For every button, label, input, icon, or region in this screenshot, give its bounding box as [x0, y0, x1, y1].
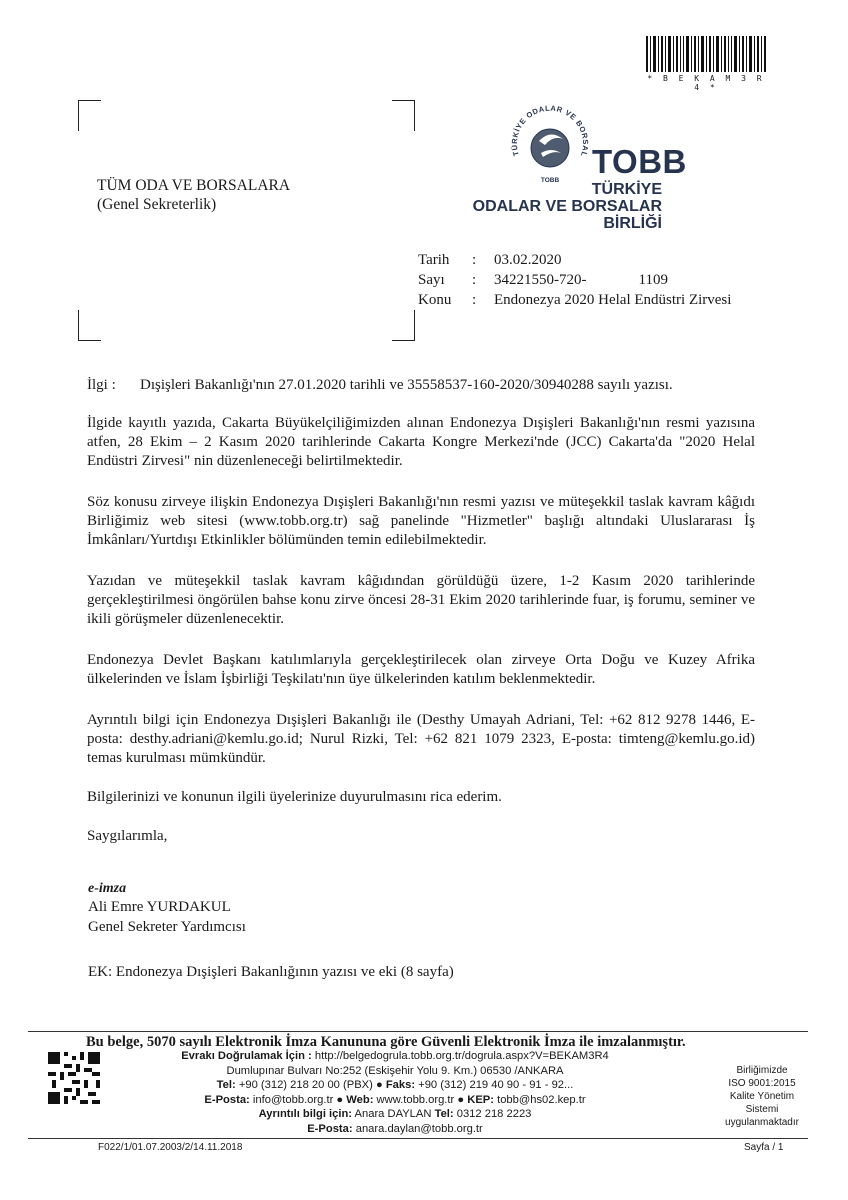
subject-value: Endonezya 2020 Helal Endüstri Zirvesi: [494, 292, 732, 308]
verify-url[interactable]: http://belgedogrula.tobb.org.tr/dogrula.aspx?V=BEKAM3R4: [314, 1050, 609, 1062]
reference-text: Dışişleri Bakanlığı'nın 27.01.2020 tarihli ve 35558537-160-2020/30940288 sayılı yazısı.: [140, 377, 673, 393]
recipient-name: TÜM ODA VE BORSALARA: [97, 177, 291, 194]
meta-row-number: [418, 270, 731, 290]
verification-qr-code: [48, 1052, 100, 1104]
footer-divider-top: [28, 1031, 808, 1032]
number-value: 34221550-720-: [494, 272, 587, 288]
address-corner-top-right: [392, 100, 415, 131]
footer-phone-line: [120, 1078, 670, 1093]
number-separator: :: [472, 272, 477, 288]
address-corner-bottom-left: [78, 310, 101, 341]
meta-row-date: [418, 250, 731, 270]
footer-contact-email-line: [120, 1122, 670, 1137]
e-signature-mark: e-imza: [88, 881, 127, 896]
email-value[interactable]: info@tobb.org.tr: [252, 1093, 334, 1106]
bullet-separator: ●: [375, 1079, 383, 1091]
closing: Saygılarımla,: [87, 828, 168, 844]
tel-value: +90 (312) 218 20 00 (PBX): [238, 1079, 373, 1091]
paragraph-1: İlgide kayıtlı yazıda, Cakarta Büyükelçiliğimizden alınan Endonezya Dışişleri Bakanlığı'nın resmi yazısına atfen, 28 Ekim – 2 Kasım 2020 tarihlerinde Cakarta Kongre Merkezi'nde (JCC) Cakarta'da "2020 Helal Endüstri Zirvesi" nin düzenleneceği belirtilmektedir.: [87, 415, 755, 469]
contact-email[interactable]: anara.daylan@tobb.org.tr: [355, 1122, 483, 1135]
reference-block: [87, 376, 755, 395]
meta-row-subject: [418, 290, 731, 310]
paragraph-2: Söz konusu zirveye ilişkin Endonezya Dışişleri Bakanlığı'nın resmi yazısı ve müteşekkil taslak kavram kâğıdı Birliğimiz web sitesi (www.tobb.org.tr) sağ panelinde "Hizmetler" başlığı altındaki Uluslararası İş İmkânları/Yurtdışı Etkinlikler bölümünden temin edilebilmektedir.: [87, 494, 755, 548]
kep-value[interactable]: tobb@hs02.kep.tr: [497, 1093, 586, 1106]
footer-verify-line: [120, 1049, 670, 1064]
web-value[interactable]: www.tobb.org.tr: [376, 1093, 455, 1106]
footer-address: Dumlupınar Bulvarı No:252 (Eskişehir Yolu 9. Km.) 06530 /ANKARA: [226, 1064, 564, 1077]
signatory-name: Ali Emre YURDAKUL: [88, 899, 231, 915]
barcode-bars: [646, 36, 766, 72]
attachment-note: EK: Endonezya Dışişleri Bakanlığının yazısı ve eki (8 sayfa): [88, 964, 454, 980]
form-code: F022/1/01.07.2003/2/14.11.2018: [98, 1142, 243, 1153]
address-corner-top-left: [78, 100, 101, 131]
contact-tel: 0312 218 2223: [456, 1108, 532, 1120]
number-suffix: 1109: [638, 272, 668, 288]
logo-line-1: TÜRKİYE: [591, 181, 662, 198]
seal-ring-text: TÜRKİYE ODALAR VE BORSAL: [509, 103, 591, 159]
letter-body: [87, 376, 755, 867]
subject-separator: :: [472, 292, 477, 308]
iso-line: Birliğimizde: [736, 1065, 788, 1076]
contact-tel-label: Tel:: [434, 1108, 454, 1120]
document-meta: [418, 250, 731, 310]
recipient-block: [97, 176, 290, 214]
recipient-department: (Genel Sekreterlik): [97, 196, 217, 213]
footer-divider-bottom: [28, 1138, 808, 1139]
date-value: 03.02.2020: [494, 252, 562, 268]
reference-label: İlgi :: [87, 377, 116, 393]
document-barcode: [646, 36, 766, 92]
paragraph-5: Ayrıntılı bilgi için Endonezya Dışişleri Bakanlığı ile (Desthy Umayah Adriani, Tel: +62 812 9278 1446, E-posta: desthy.adriani@kemlu.go.id; Nurul Rizki, Tel: +62 821 1079 2323, E-posta: timteng@kemlu.go.id) temas kurulması mümkündür.: [87, 712, 755, 766]
date-separator: :: [472, 252, 477, 268]
fax-label: Faks:: [385, 1079, 416, 1091]
tobb-seal-logo: [505, 103, 595, 193]
footer-online-line: [120, 1093, 670, 1108]
web-label: Web:: [346, 1093, 374, 1106]
seal-small-abbr: TOBB: [540, 177, 560, 184]
iso-line: uygulanmaktadır: [725, 1117, 799, 1128]
kep-label: KEP:: [467, 1093, 494, 1106]
paragraph-6: Bilgilerinizi ve konunun ilgili üyelerinize duyurulmasını rica ederim.: [87, 789, 502, 805]
number-label: Sayı: [418, 272, 445, 288]
email-label: E-Posta:: [204, 1093, 250, 1106]
paragraph-3: Yazıdan ve müteşekkil taslak kavram kâğıdından görüldüğü üzere, 1-2 Kasım 2020 tarihlerinde gerçekleştirilmesi öngörülen bahse konu zirve öncesi 28-31 Ekim 2020 tarihlerinde fuar, iş forumu, seminer ve ikili görüşmeler düzenlenecektir.: [87, 573, 755, 627]
paragraph-4: Endonezya Devlet Başkanı katılımlarıyla gerçekleştirilecek olan zirveye Orta Doğu ve Kuzey Afrika ülkelerinden ve İslam İşbirliği Teşkilatı'nın üye ülkelerinden katılım beklenmektedir.: [87, 652, 755, 687]
footer-contact-line: [120, 1107, 670, 1122]
signatory-title: Genel Sekreter Yardımcısı: [88, 919, 246, 935]
fax-value: +90 (312) 219 40 90 - 91 - 92...: [418, 1079, 574, 1091]
page-number: Sayfa / 1: [744, 1142, 784, 1153]
bullet-separator: ●: [457, 1093, 465, 1106]
logo-abbreviation: TOBB: [592, 143, 687, 180]
iso-certification-note: [700, 1064, 824, 1129]
footer-contact-info: [120, 1049, 670, 1136]
signatory-block: [88, 897, 246, 937]
address-corner-bottom-right: [392, 310, 415, 341]
footer-esignature-notice: Bu belge, 5070 sayılı Elektronik İmza Kanununa göre Güvenli Elektronik İmza ile imzalanmıştır.: [86, 1034, 686, 1050]
contact-email-label: E-Posta:: [307, 1122, 353, 1135]
contact-name: Anara DAYLAN: [354, 1108, 432, 1120]
verify-label: Evrakı Doğrulamak İçin :: [181, 1050, 312, 1062]
logo-line-2: ODALAR VE BORSALAR: [472, 198, 662, 215]
subject-label: Konu: [418, 292, 452, 308]
iso-line: ISO 9001:2015: [728, 1078, 796, 1089]
barcode-code: * B E K A M 3 R 4 *: [647, 74, 765, 92]
contact-label: Ayrıntılı bilgi için:: [258, 1108, 353, 1120]
bullet-separator: ●: [336, 1093, 344, 1106]
tel-label: Tel:: [216, 1079, 236, 1091]
iso-line: Kalite Yönetim: [729, 1091, 795, 1102]
iso-line: Sistemi: [745, 1104, 779, 1115]
logo-line-3: BİRLİĞİ: [603, 215, 662, 232]
date-label: Tarih: [418, 252, 450, 268]
